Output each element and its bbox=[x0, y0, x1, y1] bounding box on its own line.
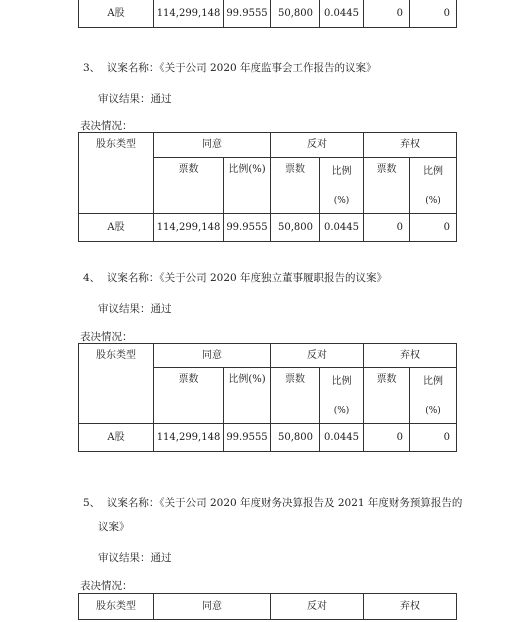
header-abstain: 弃权 bbox=[364, 344, 457, 368]
vote-table-motion-4 bbox=[78, 343, 457, 452]
motion-3-heading bbox=[83, 60, 377, 75]
agree-votes-cell: 114,299,148 bbox=[154, 0, 224, 28]
motion-title: 议案名称：《关于公司 2020 年度监事会工作报告的议案》 bbox=[106, 62, 377, 74]
header-oppose: 反对 bbox=[271, 344, 364, 368]
table-row bbox=[79, 214, 457, 242]
oppose-ratio-cell: 0.0445 bbox=[320, 0, 364, 28]
shareholder-type-cell: A股 bbox=[79, 424, 154, 452]
header-oppose-ratio bbox=[320, 368, 364, 424]
agree-votes-cell: 114,299,148 bbox=[154, 424, 224, 452]
voting-status-label: 表决情况： bbox=[80, 120, 133, 132]
header-shareholder-type: 股东类型 bbox=[79, 133, 154, 214]
table-header-row bbox=[79, 344, 457, 368]
agree-ratio-cell: 99.9555 bbox=[224, 214, 271, 242]
pct-label: (%) bbox=[333, 196, 350, 207]
header-abstain: 弃权 bbox=[364, 594, 457, 620]
ratio-label: 比例 bbox=[423, 376, 443, 387]
header-agree: 同意 bbox=[154, 133, 271, 158]
header-oppose: 反对 bbox=[271, 133, 364, 158]
review-result: 审议结果：通过 bbox=[98, 552, 172, 564]
header-oppose-votes: 票数 bbox=[271, 158, 320, 214]
header-abstain-ratio bbox=[410, 158, 457, 214]
header-abstain-votes: 票数 bbox=[364, 158, 410, 214]
abstain-ratio-cell: 0 bbox=[410, 214, 457, 242]
vote-table-motion-2 bbox=[78, 0, 457, 28]
header-agree: 同意 bbox=[154, 344, 271, 368]
motion-title: 议案名称：《关于公司 2020 年度独立董事履职报告的议案》 bbox=[106, 272, 388, 284]
header-agree-votes: 票数 bbox=[154, 368, 224, 424]
header-oppose-votes: 票数 bbox=[271, 368, 320, 424]
motion-number: 3、 bbox=[83, 62, 101, 74]
abstain-votes-cell: 0 bbox=[364, 424, 410, 452]
table-header-row bbox=[79, 133, 457, 158]
table-header-row bbox=[79, 594, 457, 620]
ratio-label: 比例 bbox=[331, 376, 352, 387]
table-row bbox=[79, 424, 457, 452]
header-shareholder-type: 股东类型 bbox=[79, 594, 154, 620]
ratio-label: 比例 bbox=[331, 166, 352, 177]
table-row bbox=[79, 0, 457, 28]
pct-label: (%) bbox=[333, 406, 350, 417]
vote-table-motion-3 bbox=[78, 132, 457, 242]
vote-table-motion-5 bbox=[78, 593, 457, 620]
abstain-ratio-cell: 0 bbox=[410, 0, 457, 28]
motion-title: 议案名称：《关于公司 2020 年度财务决算报告及 2021 年度财务预算报告的 bbox=[106, 497, 463, 509]
motion-number: 4、 bbox=[83, 272, 101, 284]
motion-4-heading bbox=[83, 270, 387, 285]
header-oppose-ratio bbox=[320, 158, 364, 214]
header-abstain-votes: 票数 bbox=[364, 368, 410, 424]
agree-ratio-cell: 99.9555 bbox=[224, 424, 271, 452]
pct-label: (%) bbox=[425, 406, 441, 417]
header-agree-ratio: 比例(%) bbox=[224, 158, 271, 214]
agree-votes-cell: 114,299,148 bbox=[154, 214, 224, 242]
pct-label: (%) bbox=[425, 196, 441, 207]
agree-ratio-cell: 99.9555 bbox=[224, 0, 271, 28]
abstain-votes-cell: 0 bbox=[364, 214, 410, 242]
motion-5-title-continued: 议案》 bbox=[98, 521, 130, 533]
oppose-votes-cell: 50,800 bbox=[271, 0, 320, 28]
voting-status-label: 表决情况： bbox=[80, 331, 133, 343]
voting-status-label: 表决情况： bbox=[80, 580, 133, 592]
header-abstain: 弃权 bbox=[364, 133, 457, 158]
ratio-label: 比例 bbox=[423, 166, 443, 177]
abstain-ratio-cell: 0 bbox=[410, 424, 457, 452]
oppose-votes-cell: 50,800 bbox=[271, 424, 320, 452]
header-shareholder-type: 股东类型 bbox=[79, 344, 154, 424]
header-abstain-ratio bbox=[410, 368, 457, 424]
oppose-ratio-cell: 0.0445 bbox=[320, 424, 364, 452]
header-agree: 同意 bbox=[154, 594, 271, 620]
shareholder-type-cell: A股 bbox=[79, 0, 154, 28]
header-agree-votes: 票数 bbox=[154, 158, 224, 214]
abstain-votes-cell: 0 bbox=[364, 0, 410, 28]
review-result: 审议结果：通过 bbox=[98, 93, 172, 105]
header-agree-ratio: 比例(%) bbox=[224, 368, 271, 424]
oppose-ratio-cell: 0.0445 bbox=[320, 214, 364, 242]
shareholder-type-cell: A股 bbox=[79, 214, 154, 242]
oppose-votes-cell: 50,800 bbox=[271, 214, 320, 242]
header-oppose: 反对 bbox=[271, 594, 364, 620]
motion-5-heading bbox=[83, 495, 462, 510]
motion-number: 5、 bbox=[83, 497, 101, 509]
review-result: 审议结果：通过 bbox=[98, 303, 172, 315]
